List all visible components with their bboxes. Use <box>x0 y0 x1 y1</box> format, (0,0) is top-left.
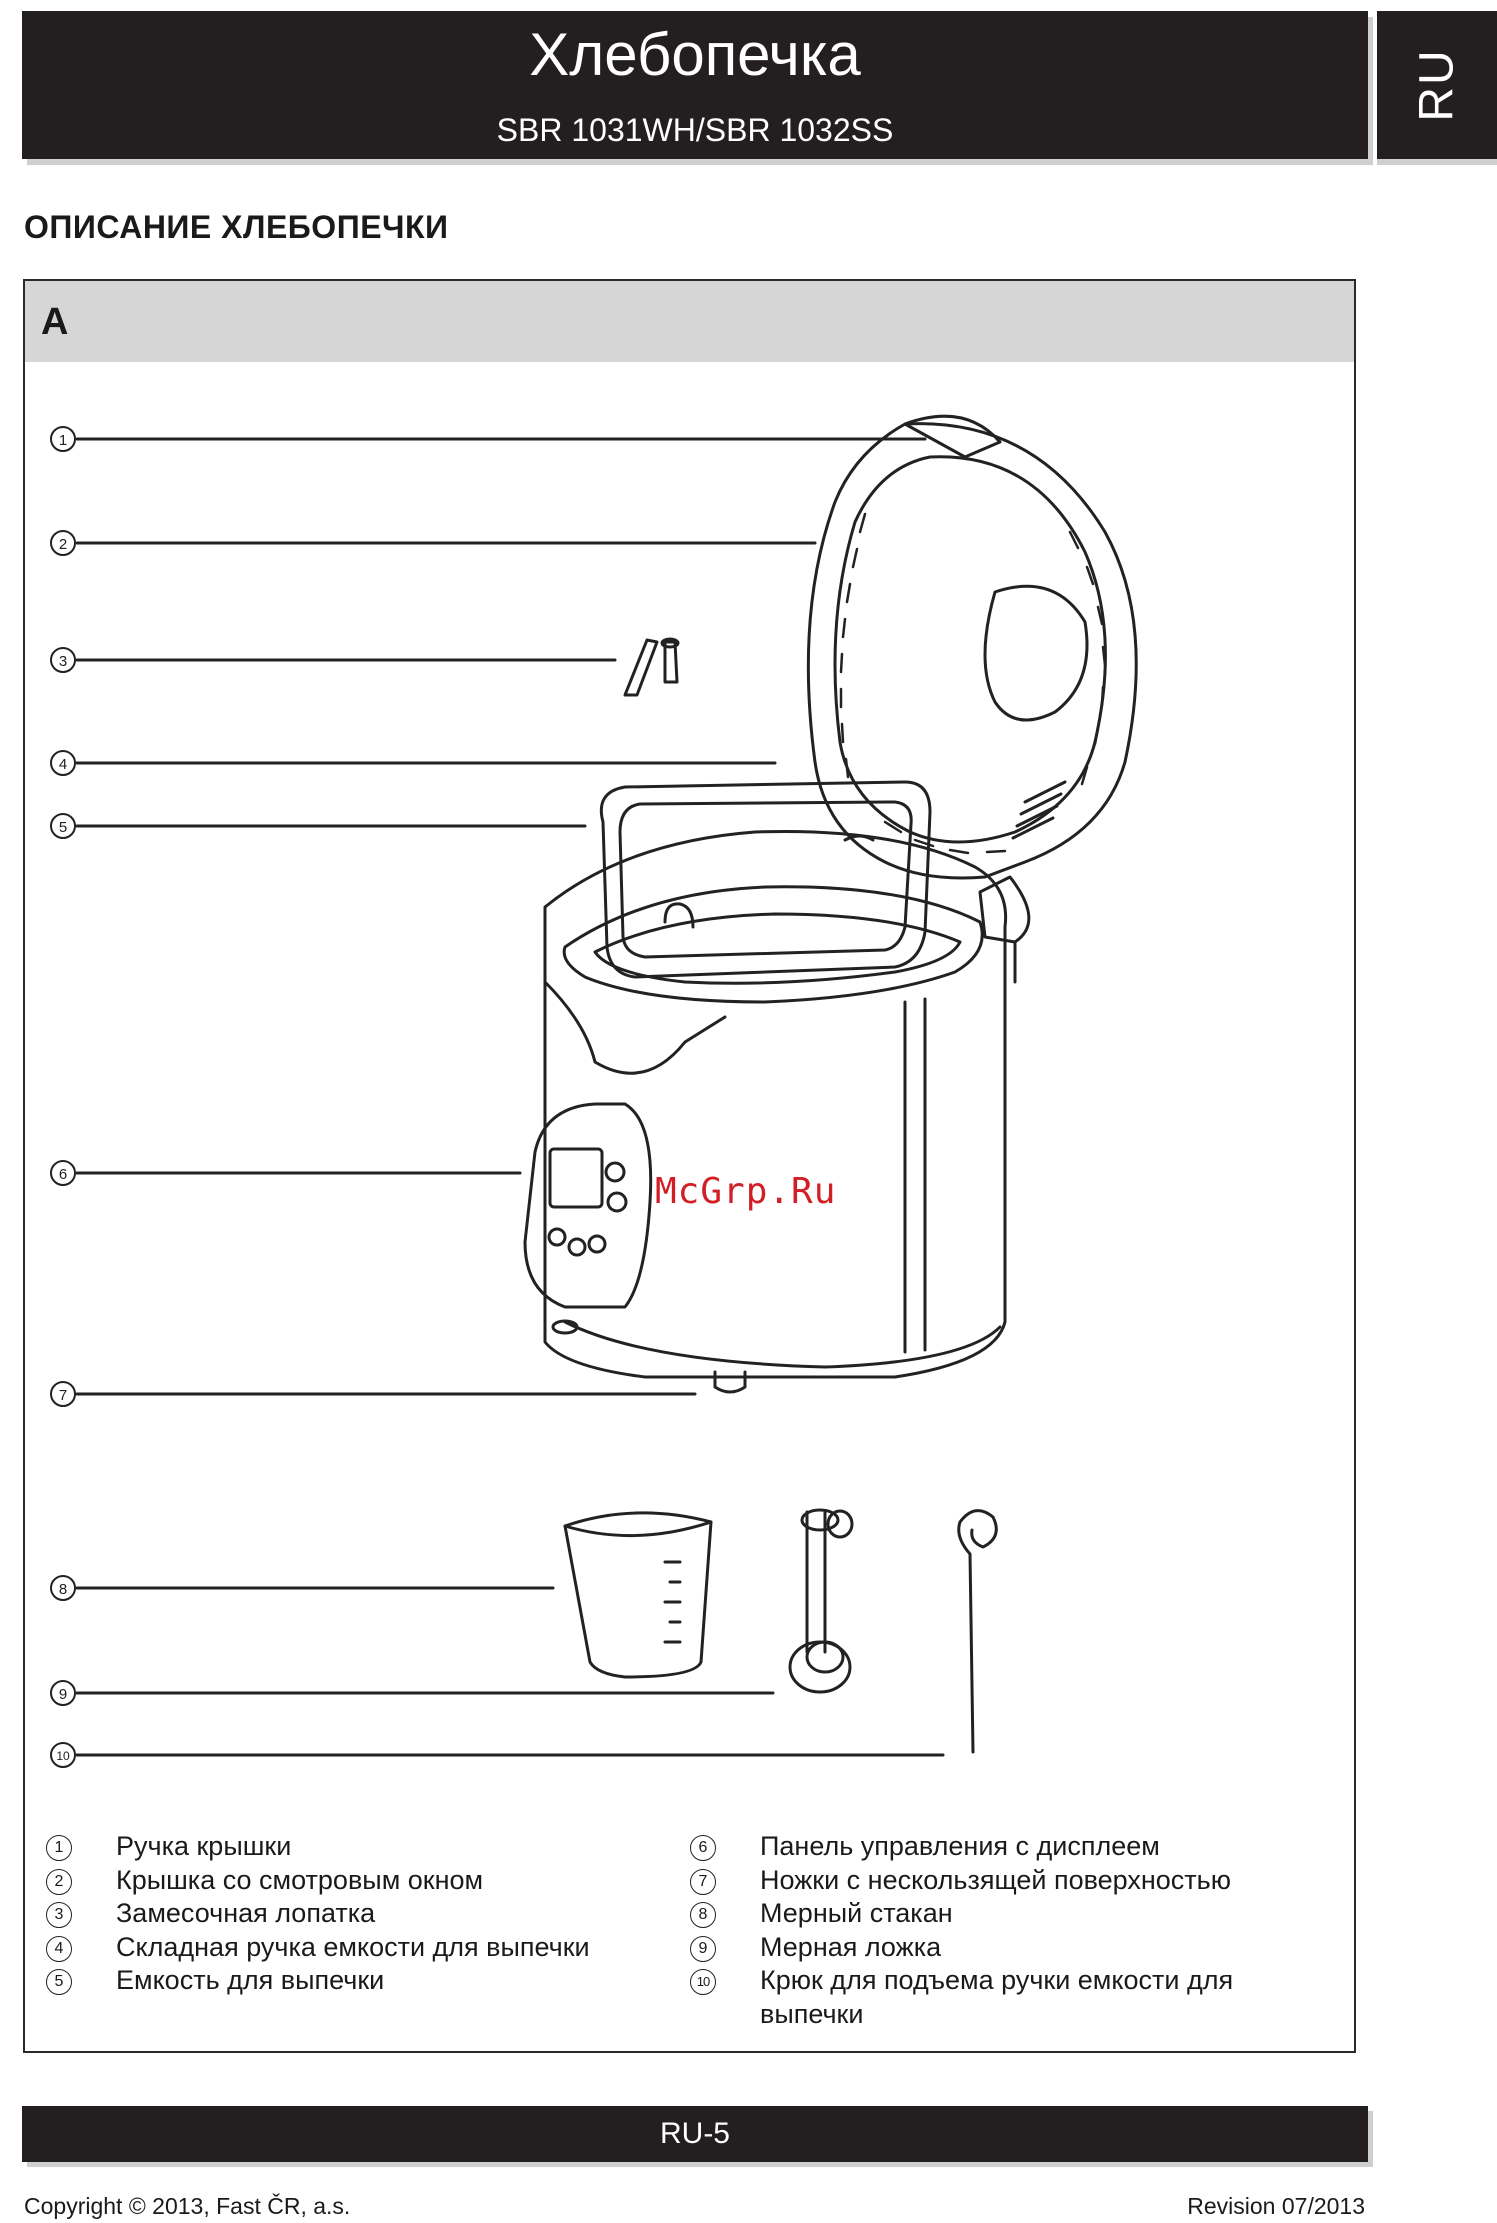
header-bar <box>22 11 1368 159</box>
document-title: Хлебопечка <box>529 21 861 88</box>
callout-5 <box>51 814 75 838</box>
legend-number: 2 <box>46 1869 72 1895</box>
legend-item <box>46 1830 666 1864</box>
page-number-bar <box>22 2106 1368 2162</box>
legend-text: Емкость для выпечки <box>116 1965 385 1995</box>
figure-label-bar <box>25 281 1354 362</box>
callout-markers <box>51 427 75 1767</box>
legend-text: Ручка крышки <box>116 1831 292 1861</box>
legend-item <box>690 1830 1330 1864</box>
measuring-spoon-drawing <box>790 1510 852 1692</box>
legend-item <box>46 1964 666 1998</box>
legend-left-column <box>46 1830 666 1998</box>
svg-text:5: 5 <box>58 819 68 836</box>
legend-number: 4 <box>46 1936 72 1962</box>
legend-number: 3 <box>46 1902 72 1928</box>
legend-text: Панель управления с дисплеем <box>760 1831 1160 1861</box>
legend-text: Складная ручка емкости для выпечки <box>116 1931 590 1962</box>
measuring-cup-drawing <box>565 1513 711 1677</box>
callout-4 <box>51 751 75 775</box>
callout-1 <box>51 427 75 451</box>
svg-text:1: 1 <box>58 432 68 449</box>
legend-number: 9 <box>690 1936 716 1962</box>
svg-text:9: 9 <box>58 1686 68 1703</box>
model-number: SBR 1031WH/SBR 1032SS <box>496 112 894 148</box>
figure-label: A <box>41 301 69 343</box>
copyright: Copyright © 2013, Fast ČR, a.s. <box>24 2193 351 2219</box>
leader-lines <box>77 439 943 1755</box>
callout-10 <box>51 1743 75 1767</box>
callout-7 <box>51 1382 75 1406</box>
figure-box <box>23 279 1356 2053</box>
language-tab-label: RU <box>1410 48 1464 122</box>
legend-text: Замесочная лопатка <box>116 1898 376 1928</box>
legend-text: Крюк для подъема ручки емкости для выпечки <box>760 1965 1234 2029</box>
legend-text: Мерный стакан <box>760 1898 953 1928</box>
legend-number: 1 <box>46 1835 72 1861</box>
legend-item <box>690 1864 1330 1898</box>
callout-8 <box>51 1576 75 1600</box>
legend-text: Крышка со смотровым окном <box>116 1864 484 1895</box>
svg-text:2: 2 <box>58 536 68 553</box>
legend-item <box>690 1897 1330 1931</box>
bread-maker-illustration <box>25 362 1354 1842</box>
svg-text:4: 4 <box>58 756 68 773</box>
legend-number: 5 <box>46 1969 72 1995</box>
legend-number: 8 <box>690 1902 716 1928</box>
legend-number: 10 <box>690 1969 716 1995</box>
page-number: RU-5 <box>659 2117 730 2150</box>
callout-3 <box>51 648 75 672</box>
legend-number: 6 <box>690 1835 716 1861</box>
legend-item <box>46 1864 666 1898</box>
legend-text: Мерная ложка <box>760 1931 942 1962</box>
svg-text:7: 7 <box>58 1387 68 1404</box>
callout-6 <box>51 1161 75 1185</box>
svg-text:3: 3 <box>58 653 68 670</box>
language-tab <box>1377 11 1497 159</box>
svg-text:8: 8 <box>58 1581 68 1598</box>
legend-item <box>46 1897 666 1931</box>
callout-2 <box>51 531 75 555</box>
legend-right-column <box>690 1830 1330 2031</box>
legend-item <box>46 1931 666 1965</box>
feet-drawing <box>553 1321 745 1392</box>
section-heading: ОПИСАНИЕ ХЛЕБОПЕЧКИ <box>24 209 449 245</box>
revision: Revision 07/2013 <box>1187 2193 1365 2219</box>
kneading-paddle-drawing <box>625 639 678 695</box>
legend-number: 7 <box>690 1869 716 1895</box>
legend-item <box>690 1931 1330 1965</box>
watermark: McGrp.Ru <box>655 1171 837 1212</box>
legend-text: Ножки с нескользящей поверхностью <box>760 1864 1231 1895</box>
hook-drawing <box>959 1511 997 1752</box>
lid-drawing <box>808 416 1136 982</box>
legend-item <box>690 1964 1330 2031</box>
svg-text:6: 6 <box>58 1166 68 1183</box>
callout-9 <box>51 1681 75 1705</box>
svg-text:10: 10 <box>56 1749 70 1763</box>
